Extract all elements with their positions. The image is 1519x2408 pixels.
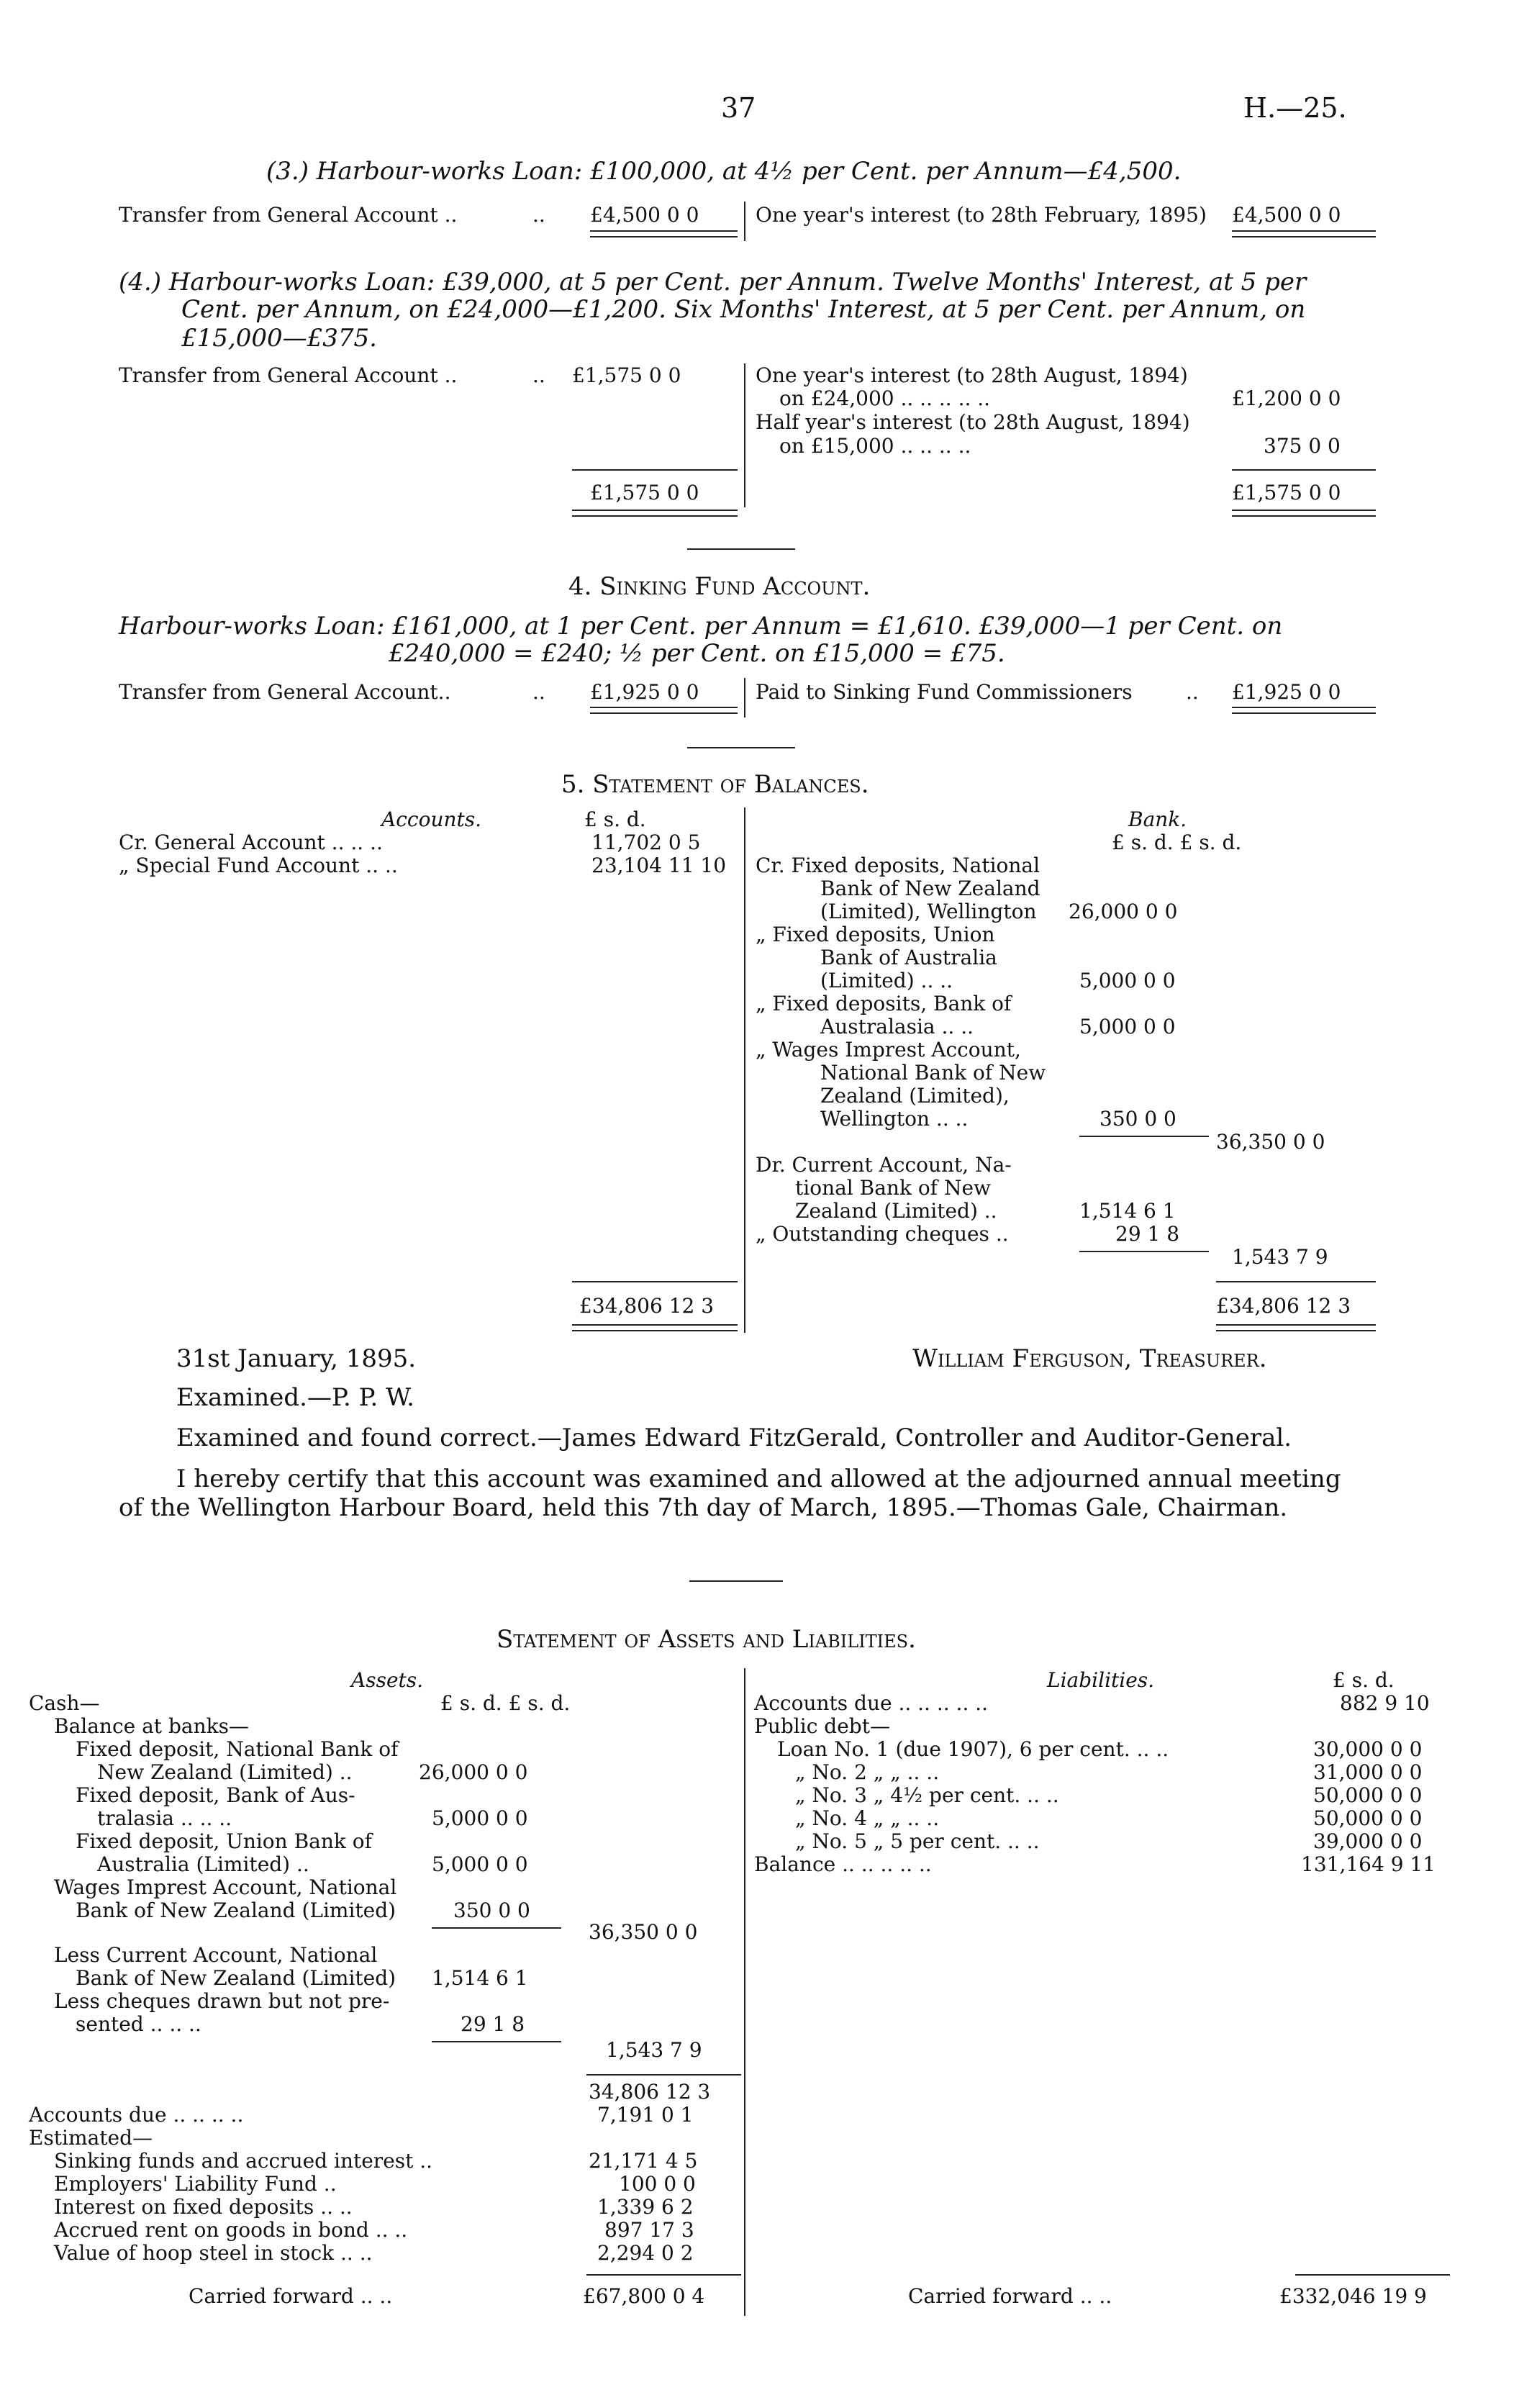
section-4-title-line3: £15,000—£375. [181, 324, 377, 353]
b2-line2: Bank of Australia [820, 946, 997, 969]
b1-line3: (Limited), Wellington [820, 900, 1037, 923]
d2-label: „ Outstanding cheques .. [756, 1222, 1009, 1246]
a4-amount: 350 0 0 [453, 1898, 530, 1922]
assets-carried-forward-amount: £67,800 0 4 [583, 2284, 705, 2308]
s4-left-label: Transfer from General Account .. [119, 363, 458, 387]
s3-right-label: One year's interest (to 28th February, 1895) [756, 203, 1207, 227]
s4-left-dots: .. [532, 363, 545, 387]
d1-line1: Dr. Current Account, Na- [756, 1153, 1012, 1177]
assets-accounts-due-amount: 7,191 0 1 [597, 2103, 694, 2127]
total-rule [1232, 230, 1376, 237]
e5-label: Value of hoop steel in stock .. .. [54, 2241, 373, 2265]
assets-column-header: £ s. d. £ s. d. [440, 1691, 571, 1715]
e1-amount: 21,171 4 5 [589, 2149, 698, 2173]
b1-amount: 26,000 0 0 [1069, 900, 1178, 923]
liab-public-debt: Public debt— [754, 1714, 890, 1738]
assets-subtotal-1: 36,350 0 0 [589, 1920, 698, 1944]
b4-line4: Wellington .. .. [820, 1107, 969, 1131]
b4-amount: 350 0 0 [1099, 1107, 1176, 1131]
a2-line1: Fixed deposit, Bank of Aus- [76, 1783, 355, 1807]
total-rule [572, 1324, 738, 1331]
a4-line1: Wages Imprest Account, National [54, 1875, 397, 1899]
s3-right-amount: £4,500 0 0 [1232, 203, 1341, 227]
column-divider [744, 1668, 745, 2316]
rule [1232, 469, 1376, 471]
acc-general-amount: 11,702 0 5 [591, 830, 701, 854]
doc-reference: H.—25. [1243, 92, 1347, 124]
assets-carried-forward-label: Carried forward .. .. [189, 2284, 393, 2308]
s4-r1-line2: on £24,000 .. .. .. .. .. [779, 386, 991, 410]
e4-label: Accrued rent on goods in bond .. .. [54, 2218, 408, 2242]
b1-line1: Cr. Fixed deposits, National [756, 854, 1040, 877]
a2-line2: tralasia .. .. .. [97, 1806, 232, 1830]
s4-r2-line1: Half year's interest (to 28th August, 1894) [756, 410, 1190, 434]
b4-line1: „ Wages Imprest Account, [756, 1038, 1021, 1062]
s4-r2-line2: on £15,000 .. .. .. .. [779, 434, 971, 458]
statement-date: 31st January, 1895. [176, 1344, 417, 1373]
assets-subtotal-2: 1,543 7 9 [606, 2038, 702, 2062]
b3-amount: 5,000 0 0 [1079, 1015, 1176, 1038]
l5-amount: 39,000 0 0 [1313, 1829, 1423, 1853]
rule [572, 469, 738, 471]
l1-label: Loan No. 1 (due 1907), 6 per cent. .. .. [777, 1737, 1169, 1761]
rule [1079, 1251, 1209, 1252]
s4-right-total: £1,575 0 0 [1232, 481, 1341, 504]
section-4-title-line1: (4.) Harbour-works Loan: £39,000, at 5 per Cent. per Annum. Twelve Months' Interest, at 5 per [119, 268, 1307, 297]
liab-accounts-due-amount: 882 9 10 [1340, 1691, 1430, 1715]
sf-left-amount: £1,925 0 0 [590, 680, 699, 704]
page-number: 37 [721, 92, 756, 124]
a6-amount: 29 1 8 [461, 2012, 525, 2036]
a6-line1: Less cheques drawn but not pre- [54, 1989, 390, 2013]
d1-line3: Zealand (Limited) .. [795, 1199, 997, 1223]
sf-right-amount: £1,925 0 0 [1232, 680, 1341, 704]
a1-amount: 26,000 0 0 [419, 1760, 528, 1784]
e5-amount: 2,294 0 2 [597, 2241, 694, 2265]
a3-line1: Fixed deposit, Union Bank of [76, 1829, 372, 1853]
s3-left-dots: .. [532, 203, 545, 227]
sf-right-dots: .. [1186, 680, 1199, 704]
rule [572, 1281, 738, 1282]
rule [1295, 2274, 1450, 2276]
d2-amount: 29 1 8 [1115, 1222, 1180, 1246]
liab-balance-amount: 131,164 9 11 [1301, 1852, 1436, 1876]
l4-amount: 50,000 0 0 [1313, 1806, 1423, 1830]
rule [1216, 1281, 1376, 1282]
assets-liabilities-title: Statement of Assets and Liabilities. [496, 1625, 916, 1654]
section-3-title: (3.) Harbour-works Loan: £100,000, at 4½ per Cent. per Annum—£4,500. [266, 157, 1182, 186]
b2-line1: „ Fixed deposits, Union [756, 923, 995, 946]
e4-amount: 897 17 3 [604, 2218, 694, 2242]
liabilities-column-header: £ s. d. [1333, 1668, 1395, 1692]
asset-balance-at-banks: Balance at banks— [54, 1714, 249, 1738]
column-divider [744, 202, 745, 241]
rule [432, 1927, 561, 1929]
sinking-fund-subtitle-2: £240,000 = £240; ½ per Cent. on £15,000 = £75. [389, 639, 1005, 668]
certification-line1: I hereby certify that this account was examined and allowed at the adjourned annual meeting [176, 1465, 1341, 1493]
rule [586, 2274, 741, 2276]
a1-line2: New Zealand (Limited) .. [97, 1760, 353, 1784]
l3-label: „ No. 3 „ 4½ per cent. .. .. [795, 1783, 1059, 1807]
rule [586, 2074, 741, 2076]
l1-amount: 30,000 0 0 [1313, 1737, 1423, 1761]
a6-line2: sented .. .. .. [76, 2012, 201, 2036]
b2-line3: (Limited) .. .. [820, 969, 953, 992]
a4-line2: Bank of New Zealand (Limited) [76, 1898, 396, 1922]
b1-line2: Bank of New Zealand [820, 877, 1040, 900]
l2-amount: 31,000 0 0 [1313, 1760, 1423, 1784]
l2-label: „ No. 2 „ „ .. .. [795, 1760, 940, 1784]
assets-estimated: Estimated— [29, 2126, 153, 2150]
b4-line3: Zealand (Limited), [820, 1084, 1010, 1108]
auditor-line: Examined and found correct.—James Edward FitzGerald, Controller and Auditor-General. [176, 1423, 1292, 1452]
cr-subtotal: 36,350 0 0 [1216, 1130, 1325, 1154]
sinking-fund-title: 4. Sinking Fund Account. [568, 572, 871, 601]
total-rule [1232, 510, 1376, 517]
acc-special-label: „ Special Fund Account .. .. [119, 854, 398, 877]
column-divider [744, 678, 745, 718]
e1-label: Sinking funds and accrued interest .. [54, 2149, 433, 2173]
sf-right-label: Paid to Sinking Fund Commissioners [756, 680, 1133, 704]
d1-amount: 1,514 6 1 [1079, 1199, 1176, 1223]
a2-amount: 5,000 0 0 [432, 1806, 528, 1830]
assets-header: Assets. [351, 1668, 424, 1692]
e3-amount: 1,339 6 2 [597, 2195, 694, 2219]
liabilities-carried-forward-amount: £332,046 19 9 [1279, 2284, 1427, 2308]
total-rule [1216, 1324, 1376, 1331]
a3-line2: Australia (Limited) .. [97, 1852, 309, 1876]
liab-balance-label: Balance .. .. .. .. .. [754, 1852, 932, 1876]
liabilities-header: Liabilities. [1047, 1668, 1155, 1692]
sf-left-label: Transfer from General Account.. [119, 680, 451, 704]
rule [1079, 1136, 1209, 1137]
l4-label: „ No. 4 „ „ .. .. [795, 1806, 940, 1830]
total-rule [590, 230, 738, 237]
s3-left-amount: £4,500 0 0 [590, 203, 699, 227]
acc-special-amount: 23,104 11 10 [591, 854, 727, 877]
dr-subtotal: 1,543 7 9 [1232, 1245, 1328, 1269]
l5-label: „ No. 5 „ 5 per cent. .. .. [795, 1829, 1040, 1853]
liabilities-carried-forward-label: Carried forward .. .. [908, 2284, 1112, 2308]
bank-header: Bank. [1128, 807, 1187, 831]
rule [432, 2041, 561, 2042]
a5-amount: 1,514 6 1 [432, 1966, 528, 1990]
section-4-title-line2: Cent. per Annum, on £24,000—£1,200. Six Months' Interest, at 5 per Cent. per Annum, on [181, 295, 1306, 324]
assets-accounts-due-label: Accounts due .. .. .. .. [29, 2103, 244, 2127]
accounts-column-header: £ s. d. [584, 807, 646, 831]
liab-accounts-due-label: Accounts due .. .. .. .. .. [754, 1691, 989, 1715]
balances-right-total: £34,806 12 3 [1216, 1294, 1351, 1318]
sinking-fund-subtitle-1: Harbour-works Loan: £161,000, at 1 per Cent. per Annum = £1,610. £39,000—1 per Cent. on [119, 612, 1283, 641]
b3-line2: Australasia .. .. [820, 1015, 974, 1038]
s4-left-amount: £1,575 0 0 [572, 363, 681, 387]
balances-left-total: £34,806 12 3 [579, 1294, 715, 1318]
assets-subtotal-3: 34,806 12 3 [589, 2080, 711, 2104]
s4-r2-amount: 375 0 0 [1264, 434, 1341, 458]
a1-line1: Fixed deposit, National Bank of [76, 1737, 399, 1761]
s4-left-total: £1,575 0 0 [590, 481, 699, 504]
sf-left-dots: .. [532, 680, 545, 704]
balances-title: 5. Statement of Balances. [561, 770, 869, 799]
accounts-header: Accounts. [381, 807, 482, 831]
acc-general-label: Cr. General Account .. .. .. [119, 830, 383, 854]
e2-label: Employers' Liability Fund .. [54, 2172, 337, 2196]
total-rule [590, 707, 738, 714]
d1-line2: tional Bank of New [795, 1176, 991, 1200]
e2-amount: 100 0 0 [619, 2172, 696, 2196]
section-separator [689, 1580, 783, 1582]
b3-line1: „ Fixed deposits, Bank of [756, 992, 1012, 1015]
l3-amount: 50,000 0 0 [1313, 1783, 1423, 1807]
s3-left-label: Transfer from General Account .. [119, 203, 458, 227]
column-divider [744, 807, 745, 1333]
total-rule [572, 510, 738, 517]
treasurer-signature: William Ferguson, Treasurer. [912, 1344, 1267, 1373]
column-divider [744, 363, 745, 507]
s4-r1-amount: £1,200 0 0 [1232, 386, 1341, 410]
b4-line2: National Bank of New [820, 1061, 1046, 1085]
b2-amount: 5,000 0 0 [1079, 969, 1176, 992]
total-rule [1232, 707, 1376, 714]
a5-line2: Bank of New Zealand (Limited) [76, 1966, 396, 1990]
section-separator [687, 747, 795, 748]
a5-line1: Less Current Account, National [54, 1943, 378, 1967]
bank-column-header: £ s. d. £ s. d. [1112, 830, 1242, 854]
a3-amount: 5,000 0 0 [432, 1852, 528, 1876]
s4-r1-line1: One year's interest (to 28th August, 1894) [756, 363, 1188, 387]
asset-cash: Cash— [29, 1691, 100, 1715]
certification-line2: of the Wellington Harbour Board, held this 7th day of March, 1895.—Thomas Gale, Chairman. [119, 1493, 1288, 1522]
e3-label: Interest on fixed deposits .. .. [54, 2195, 353, 2219]
section-separator [687, 548, 795, 550]
examined-line: Examined.—P. P. W. [176, 1383, 414, 1412]
